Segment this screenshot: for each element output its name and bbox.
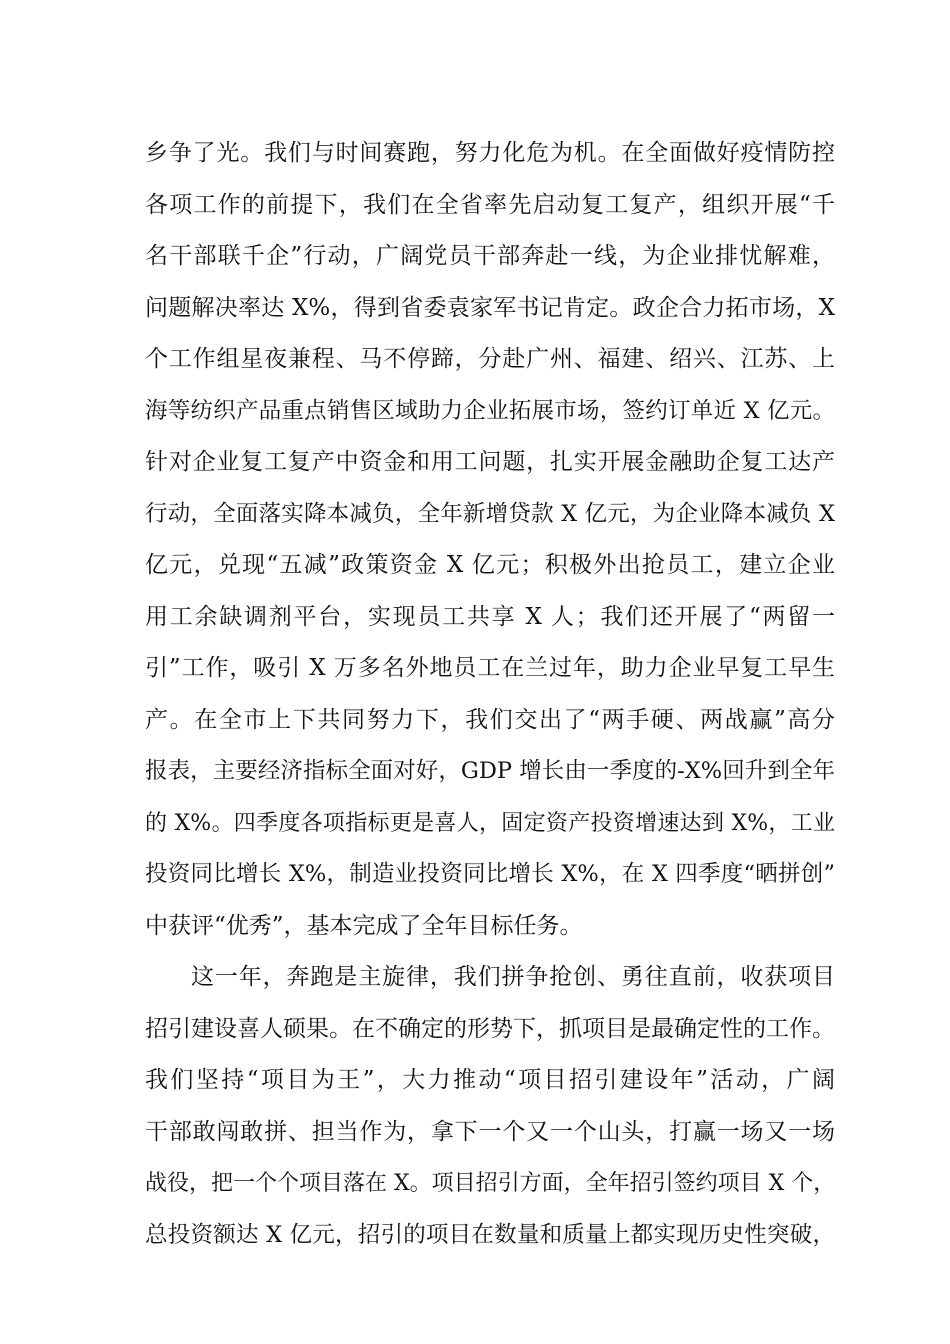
text-line: 针对企业复工复产中资金和用工问题，扎实开展金融助企复工达产 xyxy=(145,449,835,475)
body-text xyxy=(145,128,835,1261)
text-line: 干部敢闯敢拼、担当作为，拿下一个又一个山头，打赢一场又一场 xyxy=(145,1118,835,1145)
text-line: 报表，主要经济指标全面对好，GDP 增长由一季度的-X%回升到全年 xyxy=(145,758,835,784)
text-line: 的 X%。四季度各项指标更是喜人，固定资产投资增速达到 X%，工业 xyxy=(145,810,835,836)
text-line: 用工余缺调剂平台，实现员工共享 X 人；我们还开展了“两留一 xyxy=(145,603,835,630)
text-line: 战役，把一个个项目落在 X。项目招引方面，全年招引签约项目 X 个， xyxy=(145,1171,836,1196)
text-line: 投资同比增长 X%，制造业投资同比增长 X%，在 X 四季度“晒拼创” xyxy=(145,861,835,887)
text-line: 各项工作的前提下，我们在全省率先启动复工复产，组织开展“千 xyxy=(145,191,835,218)
text-line: 乡争了光。我们与时间赛跑，努力化危为机。在全面做好疫情防控 xyxy=(145,140,835,166)
paragraph-start-line: 这一年，奔跑是主旋律，我们拼争抢创、勇往直前，收获项目 xyxy=(191,964,835,990)
text-line: 引”工作，吸引 X 万多名外地员工在兰过年，助力企业早复工早生 xyxy=(145,655,835,681)
text-line: 问题解决率达 X%，得到省委袁家军书记肯定。政企合力拓市场，X xyxy=(145,294,835,321)
text-line: 招引建设喜人硕果。在不确定的形势下，抓项目是最确定性的工作。 xyxy=(145,1015,835,1042)
text-line: 亿元，兑现“五减”政策资金 X 亿元；积极外出抢员工，建立企业 xyxy=(145,552,835,578)
text-line: 总投资额达 X 亿元，招引的项目在数量和质量上都实现历史性突破， xyxy=(145,1221,835,1248)
text-line: 我们坚持“项目为王”，大力推动“项目招引建设年”活动，广阔 xyxy=(145,1067,835,1093)
text-line: 海等纺织产品重点销售区域助力企业拓展市场，签约订单近 X 亿元。 xyxy=(145,397,835,424)
text-line: 名干部联千企”行动，广阔党员干部奔赴一线，为企业排忧解难， xyxy=(145,243,835,269)
text-line: 个工作组星夜兼程、马不停蹄，分赴广州、福建、绍兴、江苏、上 xyxy=(145,346,835,372)
paragraph-end-line: 中获评“优秀”，基本完成了全年目标任务。 xyxy=(145,912,583,939)
text-line: 产。在全市上下共同努力下，我们交出了“两手硬、两战赢”高分 xyxy=(145,706,835,733)
text-line: 行动，全面落实降本减负，全年新增贷款 X 亿元，为企业降本减负 X xyxy=(145,500,835,527)
